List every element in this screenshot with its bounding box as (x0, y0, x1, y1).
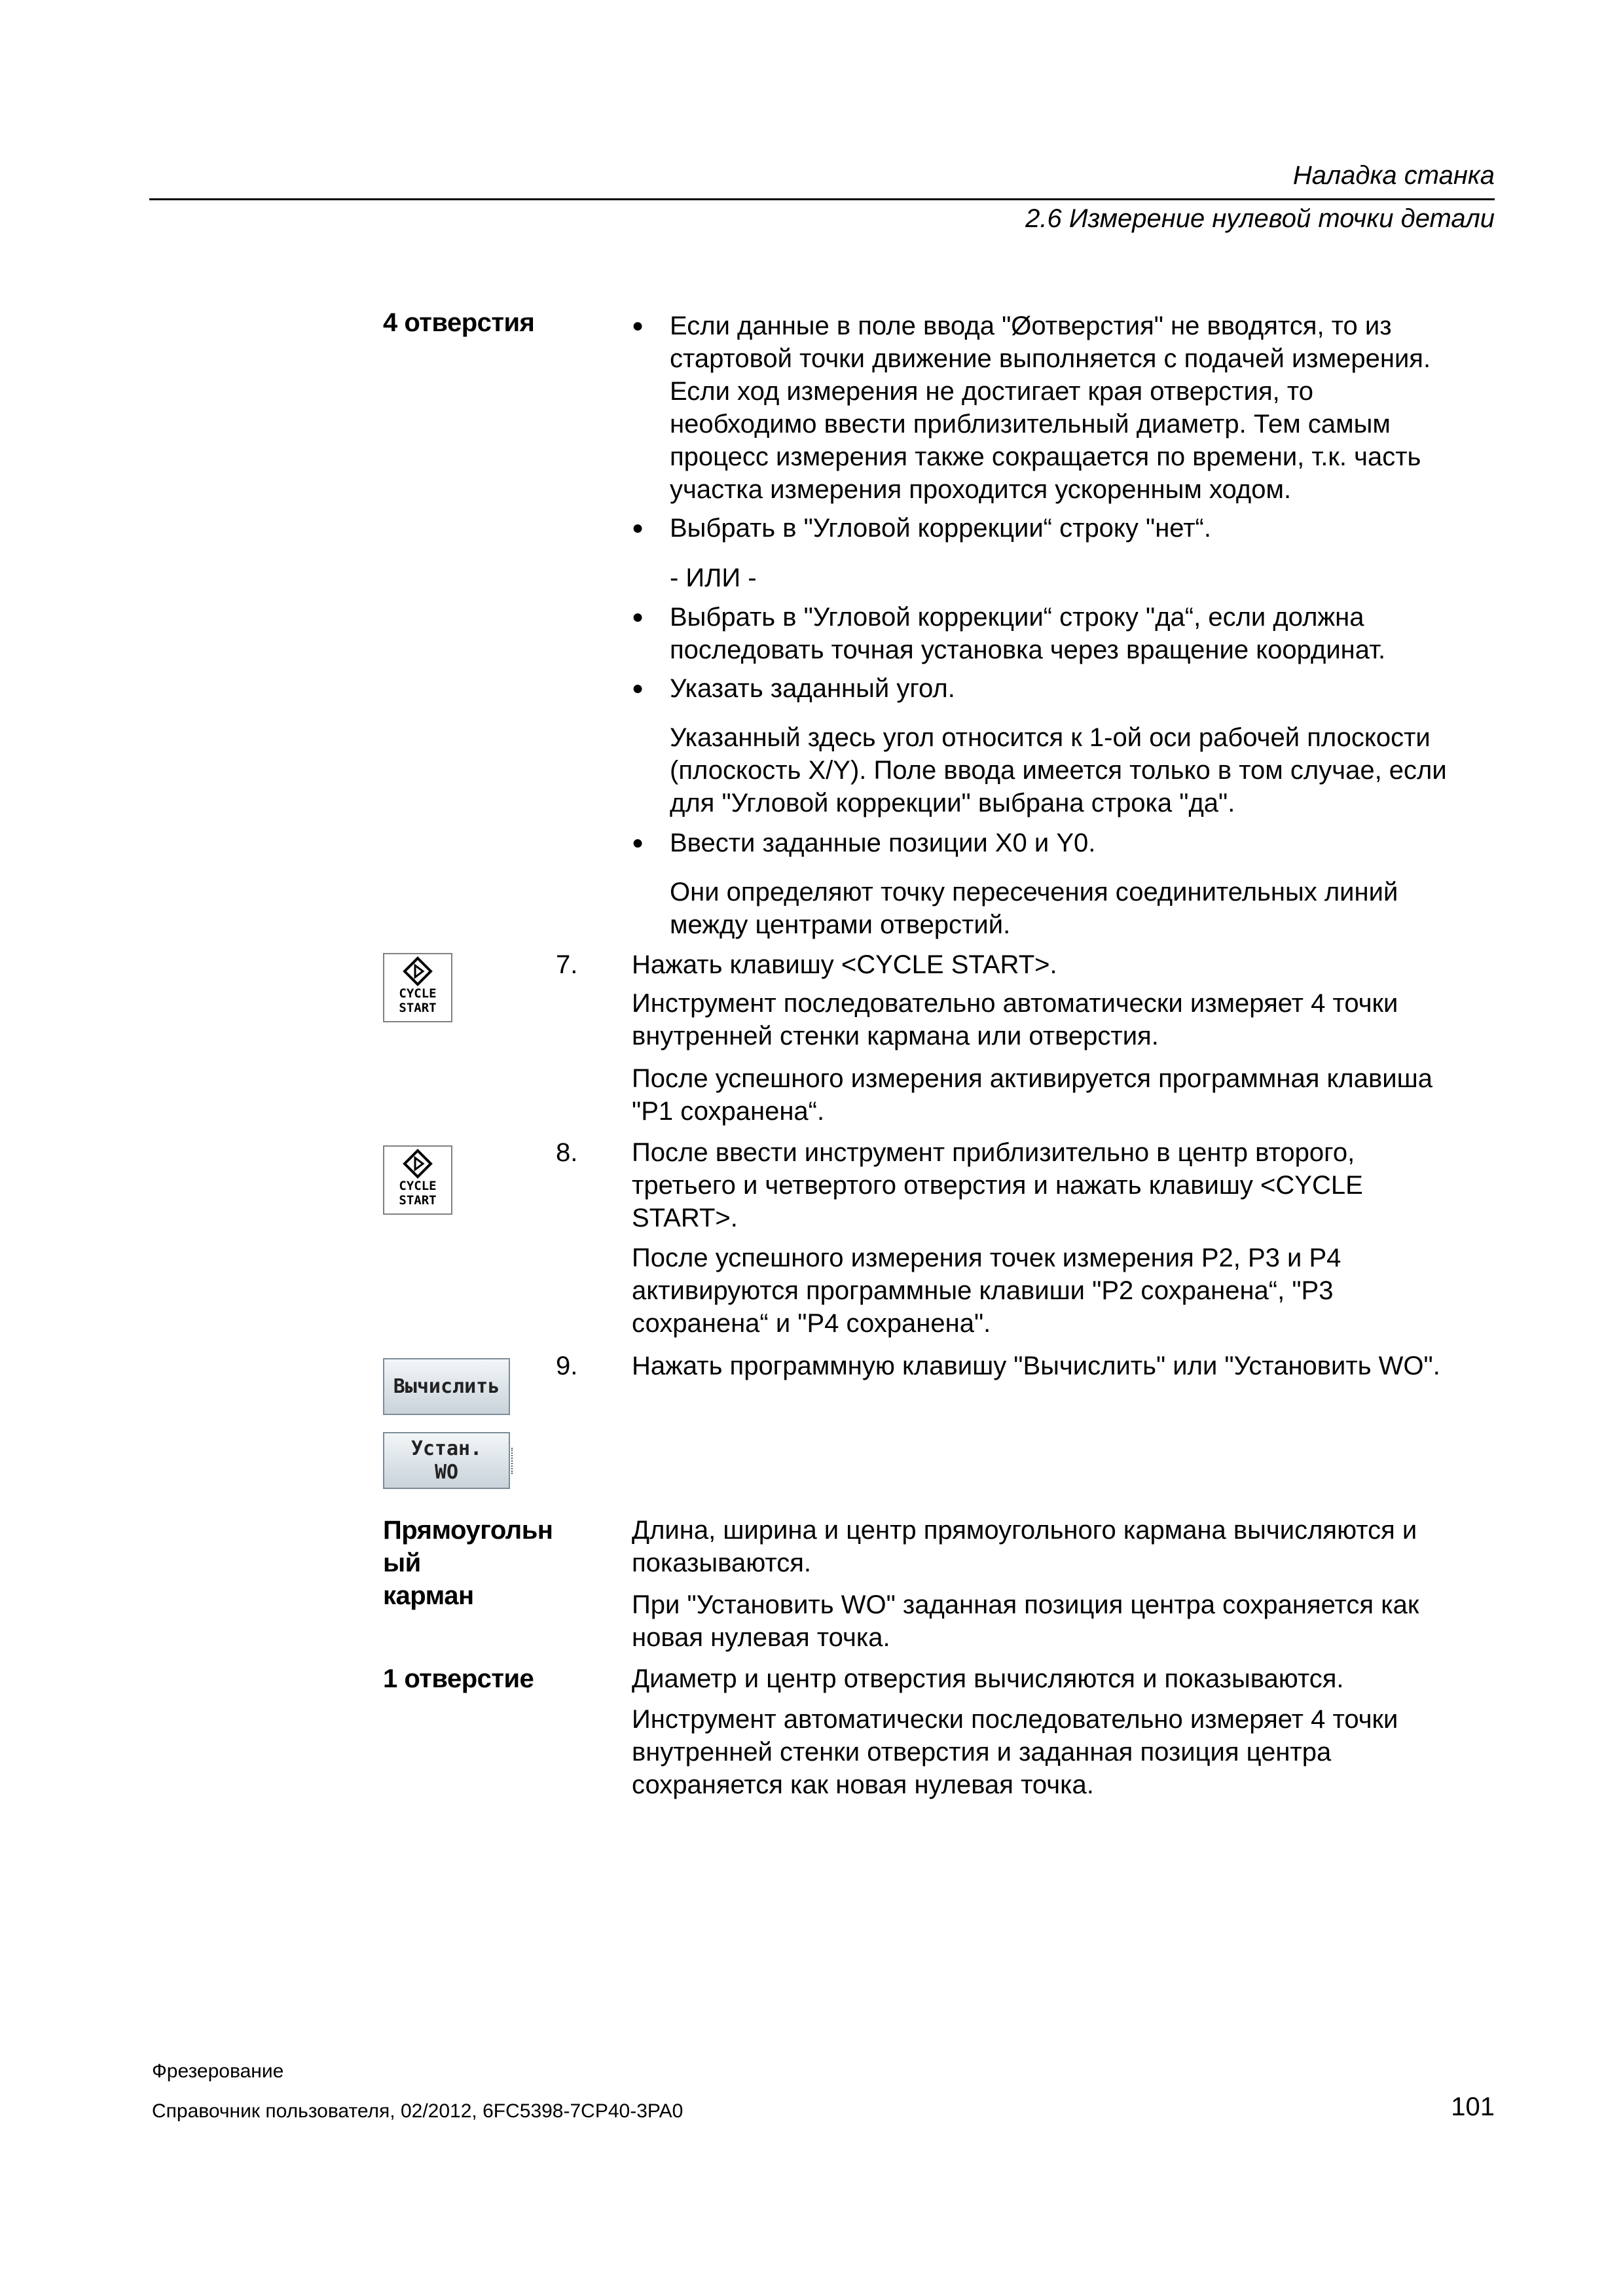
bullet: ● (632, 677, 644, 699)
set-wo-softkey[interactable] (383, 1432, 510, 1489)
bullet-4-text: Указать заданный угол. (670, 674, 955, 703)
cycle-start-line2: START (399, 1001, 437, 1015)
bullet: ● (632, 517, 644, 539)
label-one-hole: 1 отверстие (383, 1664, 534, 1693)
header-rule (149, 198, 1495, 200)
label-rect-pocket: Прямоугольн ый карман (383, 1516, 553, 1610)
bullet: ● (632, 606, 644, 628)
or-separator: - ИЛИ - (670, 564, 757, 592)
footer-title: Фрезерование (152, 2060, 284, 2082)
cycle-start-line1: CYCLE (399, 986, 437, 1001)
softkey-edge-mark (511, 1448, 514, 1474)
step-8-note: После успешного измерения точек измерения P2, P3 и P4 активируются программные клавиши "P2 сохранена“, "P3 сохранена“ и "P4 сохранена". (632, 1244, 1341, 1338)
bullet: ● (632, 315, 644, 336)
bullet-2-text: Выбрать в "Угловой коррекции“ строку "нет“. (670, 514, 1211, 543)
set-wo-label-line2: WO (434, 1460, 459, 1484)
bullet-3-text: Выбрать в "Угловой коррекции“ строку "да“, если должна последовать точная установка через вращение координат. (670, 603, 1386, 664)
step-number: 8. (556, 1138, 578, 1167)
cycle-start-key-icon (383, 953, 452, 1022)
step-8-text: После ввести инструмент приблизительно в центр второго, третьего и четвертого отверстия и нажать клавишу <CYCLE START>. (632, 1138, 1363, 1232)
label-four-holes: 4 отверстия (383, 308, 535, 337)
bullet-1-text: Если данные в поле ввода "Øотверстия" не вводятся, то из стартовой точки движение выполняется с подачей измерения. Если ход измерения не достигает края отверстия, то необходимо ввести приблизительный диаметр. Тем самым процесс измерения также сокращается по времени, т.к. часть участка измерения проходится ускоренным ходом. (670, 312, 1431, 504)
cycle-start-line1: CYCLE (399, 1179, 437, 1193)
cycle-start-line2: START (399, 1193, 437, 1208)
rect-pocket-p2: При "Установить WO" заданная позиция центра сохраняется как новая нулевая точка. (632, 1590, 1419, 1652)
step-number: 9. (556, 1352, 578, 1380)
one-hole-p1: Диаметр и центр отверстия вычисляются и показываются. (632, 1664, 1344, 1693)
footer-manual: Справочник пользователя, 02/2012, 6FC5398-7CP40-3PA0 (152, 2100, 684, 2122)
bullet-4-note: Указанный здесь угол относится к 1-ой оси рабочей плоскости (плоскость X/Y). Поле ввода имеется только в том случае, если для "Угловой коррекции" выбрана строка "да". (670, 723, 1447, 817)
set-wo-label-line1: Устан. (410, 1437, 483, 1460)
header-chapter: Наладка станка (1292, 161, 1495, 190)
calculate-softkey[interactable] (383, 1358, 510, 1415)
step-9-text: Нажать программную клавишу "Вычислить" или "Установить WO". (632, 1352, 1440, 1380)
bullet-5-note: Они определяют точку пересечения соединительных линий между центрами отверстий. (670, 878, 1398, 939)
step-7-result: Инструмент последовательно автоматически измеряет 4 точки внутренней стенки кармана или отверстия. (632, 989, 1398, 1050)
bullet-5-text: Ввести заданные позиции X0 и Y0. (670, 829, 1096, 857)
step-number: 7. (556, 950, 578, 979)
one-hole-p2: Инструмент автоматически последовательно измеряет 4 точки внутренней стенки отверстия и заданная позиция центра сохраняется как новая нулевая точка. (632, 1705, 1398, 1799)
page-number: 101 (1451, 2092, 1495, 2121)
step-7-note: После успешного измерения активируется программная клавиша "P1 сохранена“. (632, 1064, 1432, 1126)
calculate-softkey-label: Вычислить (393, 1374, 500, 1398)
step-7-text: Нажать клавишу <CYCLE START>. (632, 950, 1057, 979)
bullet: ● (632, 832, 644, 853)
rect-pocket-p1: Длина, ширина и центр прямоугольного кармана вычисляются и показываются. (632, 1516, 1417, 1577)
cycle-start-key-icon (383, 1145, 452, 1215)
header-section: 2.6 Измерение нулевой точки детали (1025, 204, 1495, 233)
